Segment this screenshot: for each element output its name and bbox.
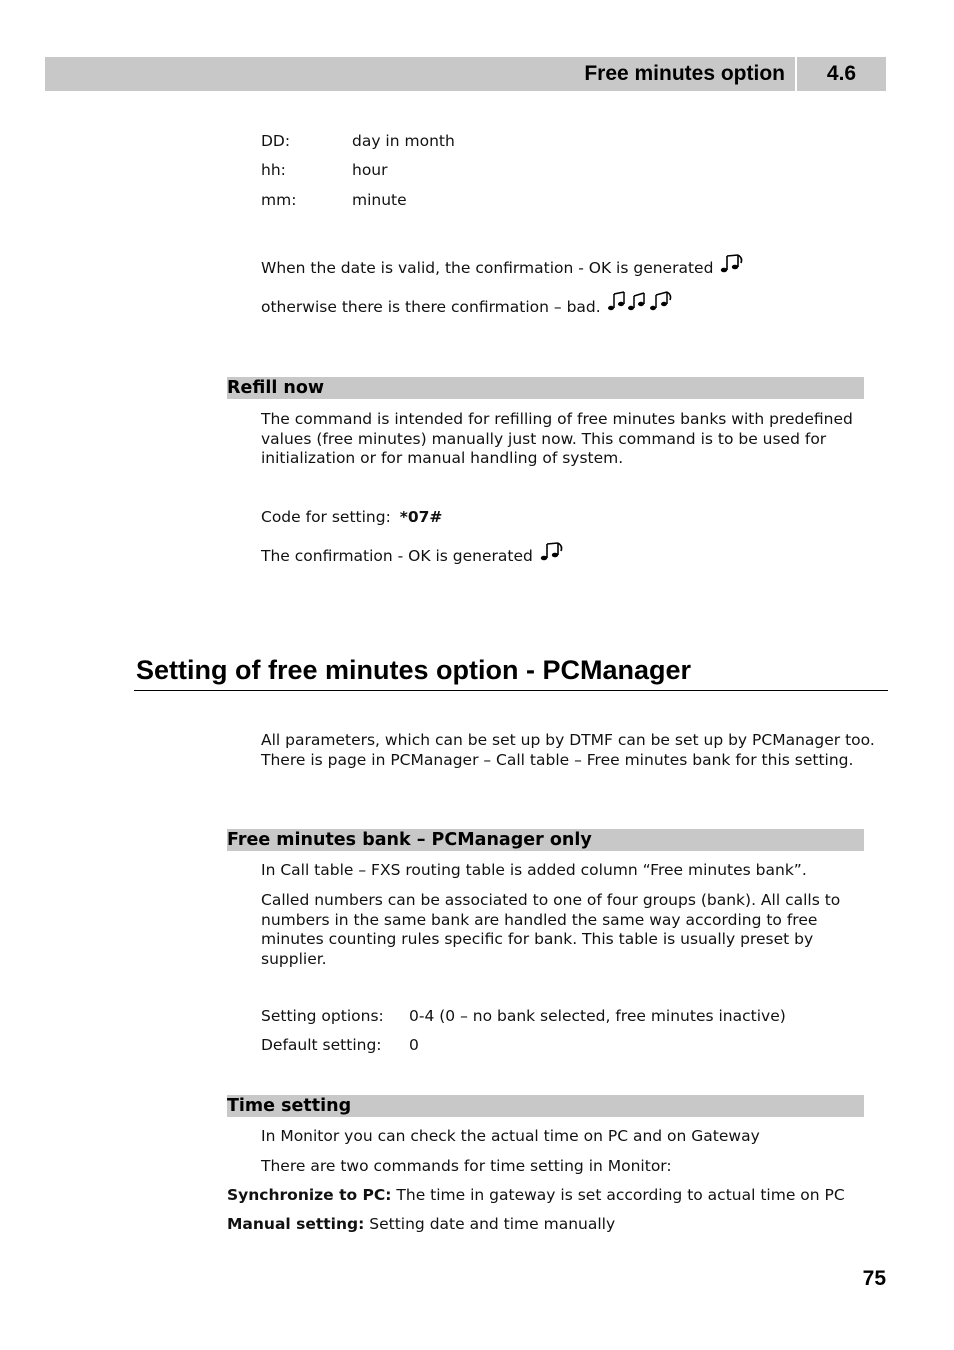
time-paragraph-2: There are two commands for time setting in Monitor: <box>261 1157 672 1175</box>
date-field-hh <box>261 161 286 181</box>
time-paragraph-1: In Monitor you can check the actual time on PC and on Gateway <box>261 1127 760 1145</box>
header-title: Free minutes option <box>584 62 785 85</box>
date-field-mm-value: minute <box>352 191 407 209</box>
bank-paragraph-1: In Call table – FXS routing table is added column “Free minutes bank”. <box>261 861 807 879</box>
bank-options-value: 0-4 (0 – no bank selected, free minutes inactive) <box>409 1007 786 1025</box>
refill-code-value: *07# <box>399 508 443 526</box>
bank-default-value: 0 <box>409 1036 419 1054</box>
refill-confirm-text: The confirmation - OK is generated <box>261 547 533 565</box>
page-number: 75 <box>862 1267 886 1290</box>
refill-code-label: Code for setting: <box>261 508 391 526</box>
bank-paragraph-2: Called numbers can be associated to one of four groups (bank). All calls to numbers in the same bank are handled the same way according to free minutes counting rules specific for bank. This table is usually preset by supplier. <box>261 891 841 968</box>
sync-text: The time in gateway is set according to actual time on PC <box>396 1186 845 1204</box>
date-bad-line <box>261 290 679 318</box>
date-ok-line <box>261 253 745 279</box>
bank-default-label: Default setting: <box>261 1036 382 1054</box>
header-section-number: 4.6 <box>826 62 857 85</box>
pcmanager-heading: Setting of free minutes option - PCManager <box>136 655 692 685</box>
sync-label: Synchronize to PC: <box>227 1186 392 1204</box>
manual-text: Setting date and time manually <box>369 1215 616 1233</box>
ok-tone-icon <box>539 541 565 563</box>
refill-paragraph: The command is intended for refilling of free minutes banks with predefined values (free minutes) manually just now. This command is to be used for initialization or for manual handling of system. <box>261 410 853 467</box>
time-section-title: Time setting <box>227 1096 352 1116</box>
date-field-key: mm: <box>261 191 297 209</box>
date-field-hh-value: hour <box>352 161 388 179</box>
refill-section-title: Refill now <box>227 378 325 398</box>
date-ok-text: When the date is valid, the confirmation - OK is generated <box>261 259 714 277</box>
ok-tone-icon <box>719 253 745 275</box>
date-bad-text: otherwise there is there confirmation – bad. <box>261 298 601 316</box>
sync-line <box>227 1186 845 1206</box>
date-field-dd-value: day in month <box>352 132 455 150</box>
date-field-key: hh: <box>261 161 286 179</box>
refill-code-line <box>261 508 442 528</box>
manual-label: Manual setting: <box>227 1215 365 1233</box>
heading-rule <box>134 690 888 691</box>
bank-options-label: Setting options: <box>261 1007 384 1025</box>
bank-section-title: Free minutes bank – PCManager only <box>227 830 592 850</box>
manual-line <box>227 1215 615 1235</box>
refill-confirm-line <box>261 541 565 567</box>
date-field-key: DD: <box>261 132 291 150</box>
pcmanager-paragraph: All parameters, which can be set up by DTMF can be set up by PCManager too. There is page in PCManager – Call table – Free minutes bank for this setting. <box>261 731 875 769</box>
date-field-dd <box>261 132 290 152</box>
bad-tone-icon <box>607 290 679 314</box>
date-field-mm <box>261 191 296 211</box>
